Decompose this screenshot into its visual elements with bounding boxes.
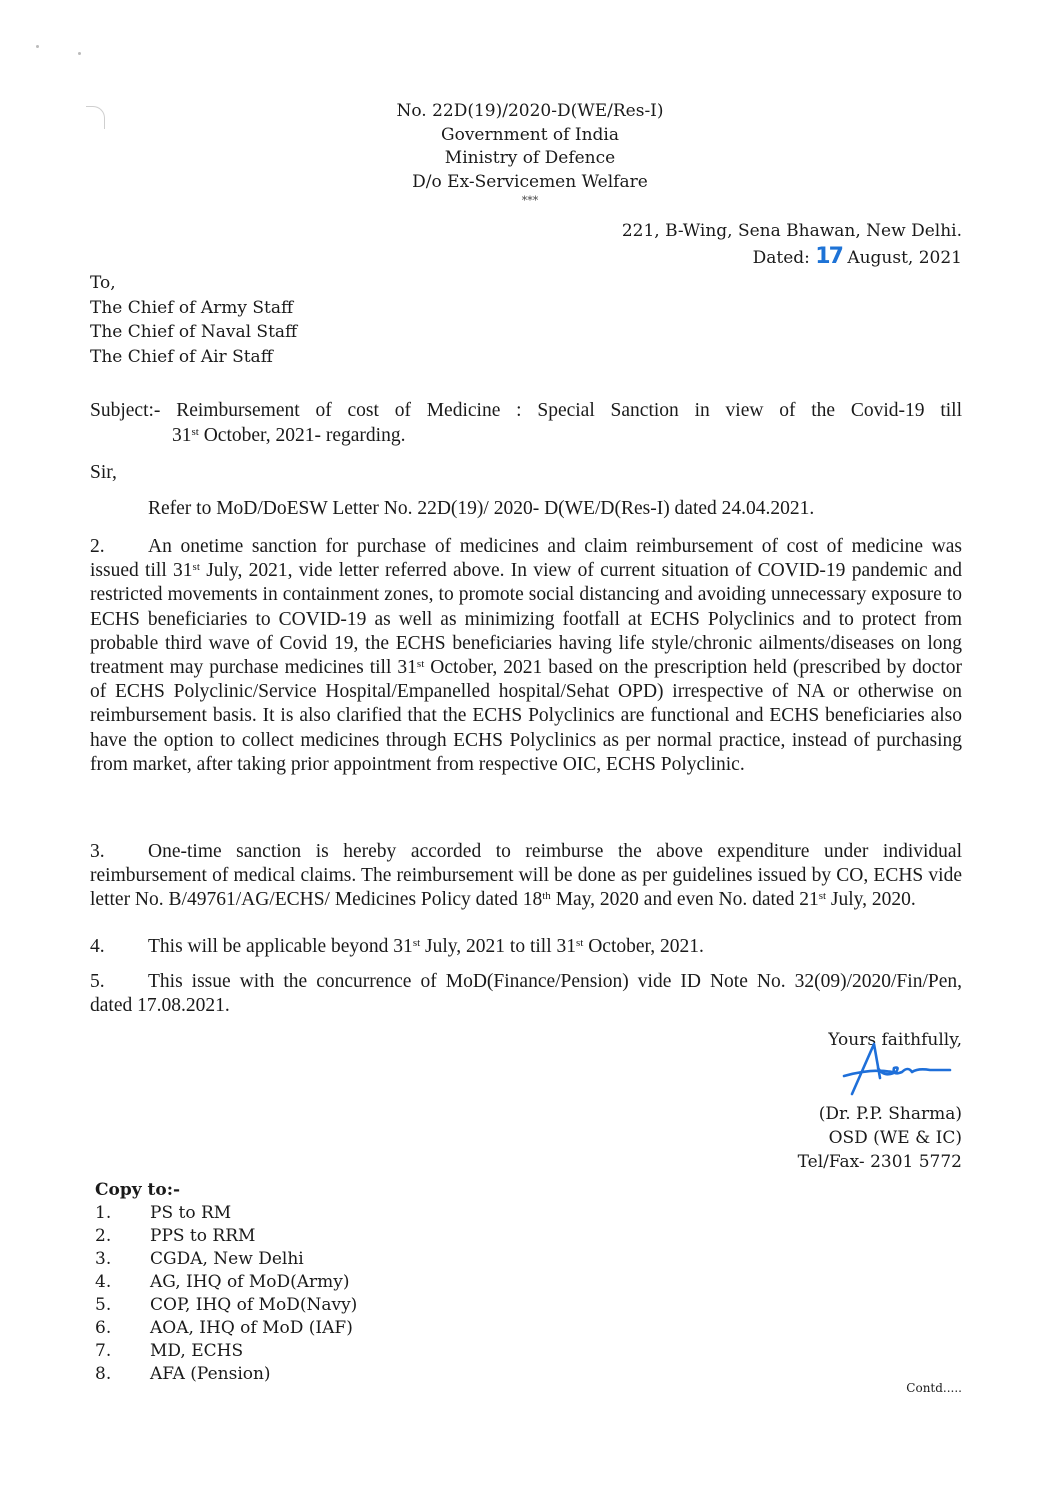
continued-marker: Contd..... xyxy=(906,1381,962,1395)
copy-to-item: 5. COP, IHQ of MoD(Navy) xyxy=(95,1295,358,1315)
department-name: D/o Ex-Servicemen Welfare xyxy=(412,171,648,192)
addressee-navy: The Chief of Naval Staff xyxy=(90,322,298,342)
sender-address-block xyxy=(622,219,962,271)
scan-speck xyxy=(36,45,39,48)
handwritten-day: 17 xyxy=(815,244,842,269)
date-month-year: August, 2021 xyxy=(847,248,962,268)
scan-speck xyxy=(78,52,81,55)
paragraph-number: 2. xyxy=(90,536,105,557)
ministry-name: Ministry of Defence xyxy=(444,148,616,168)
signature-area xyxy=(798,1052,962,1102)
copy-to-block xyxy=(95,1179,357,1386)
signatory-designation: OSD (WE & IC) xyxy=(828,1128,962,1148)
copy-to-item: 8. AFA (Pension) xyxy=(95,1364,271,1384)
addressee-block xyxy=(90,271,297,369)
signature-block xyxy=(798,1028,962,1174)
paragraph-5: 5. This issue with the concurrence of MoD(Finance/Pension) vide ID Note No. 32(09)/2020/Fin/Pen, dated 17.08.2021. xyxy=(90,971,962,1017)
date-line xyxy=(622,244,962,271)
government-name: Government of India xyxy=(441,124,619,145)
subject-line-1: Subject:- Reimbursement of cost of Medicine : Special Sanction in view of the Covid-19 till xyxy=(90,400,962,421)
punch-hole-mark xyxy=(86,106,105,129)
copy-to-title: Copy to:- xyxy=(95,1180,181,1200)
reference-number: No. 22D(19)/2020-D(WE/Res-I) xyxy=(396,101,664,121)
copy-to-item: 2. PPS to RRM xyxy=(95,1226,256,1246)
closing: Yours faithfully, xyxy=(828,1030,962,1050)
salutation: Sir, xyxy=(90,462,117,483)
to-label: To, xyxy=(90,273,116,293)
addressee-army: The Chief of Army Staff xyxy=(90,297,294,318)
signatory-name: (Dr. P.P. Sharma) xyxy=(818,1104,962,1124)
paragraph-number: 4. xyxy=(90,936,105,957)
letter-header xyxy=(300,100,760,208)
signatory-telephone: Tel/Fax- 2301 5772 xyxy=(797,1152,962,1172)
copy-to-item: 1. PS to RM xyxy=(95,1203,232,1223)
handwritten-signature-icon xyxy=(822,1038,962,1100)
paragraph-number: 5. xyxy=(90,971,105,992)
sender-address: 221, B-Wing, Sena Bhawan, New Delhi. xyxy=(621,221,962,241)
paragraph-1: Refer to MoD/DoESW Letter No. 22D(19)/ 2020- D(WE/D(Res-I) dated 24.04.2021. xyxy=(148,498,815,519)
copy-to-item: 4. AG, IHQ of MoD(Army) xyxy=(95,1272,350,1292)
subject-line-2: 31st October, 2021- regarding. xyxy=(172,424,406,446)
separator-stars: *** xyxy=(521,194,539,207)
copy-to-item: 3. CGDA, New Delhi xyxy=(95,1249,304,1269)
paragraph-3: 3. One-time sanction is hereby accorded to reimburse the above expenditure under individual reimbursement of medical claims. The reimbursement will be done as per guidelines issued by CO, ECHS vide letter No. B/49761/AG/ECHS/ Medicines Policy dated 18th May, 2020 and even No. dated 21st July, 2020. xyxy=(90,841,962,911)
subject-block xyxy=(90,399,962,448)
date-label: Dated: xyxy=(752,248,810,268)
paragraph-2: 2. An onetime sanction for purchase of medicines and claim reimbursement of cost of medicine was issued till 31st July, 2021, vide letter referred above. In view of current situation of COVID-19 pandemic and restricted movements in containment zones, to promote social distancing and avoiding unnecessary exposure to ECHS beneficiaries to COVID-19 as well as minimizing footfall at ECHS Polyclinics and to protect from probable third wave of Covid 19, the ECHS beneficiaries having life style/chronic ailments/diseases on long treatment may purchase medicines till 31st October, 2021 based on the prescription held (prescribed by doctor of ECHS Polyclinic/Service Hospital/Empanelled hospital/Sehat OPD) irrespective of NA or otherwise on reimbursement basis. It is also clarified that the ECHS Polyclinics are functional and ECHS beneficiaries also have the option to collect medicines through ECHS Polyclinics as per normal practice, instead of purchasing from market, after taking prior appointment from respective OIC, ECHS Polyclinic. xyxy=(90,536,962,775)
copy-to-item: 7. MD, ECHS xyxy=(95,1341,244,1361)
paragraph-4: 4. This will be applicable beyond 31st July, 2021 to till 31st October, 2021. xyxy=(90,935,962,959)
copy-to-item: 6. AOA, IHQ of MoD (IAF) xyxy=(95,1318,353,1338)
addressee-air: The Chief of Air Staff xyxy=(90,346,273,367)
paragraph-number: 3. xyxy=(90,841,105,862)
